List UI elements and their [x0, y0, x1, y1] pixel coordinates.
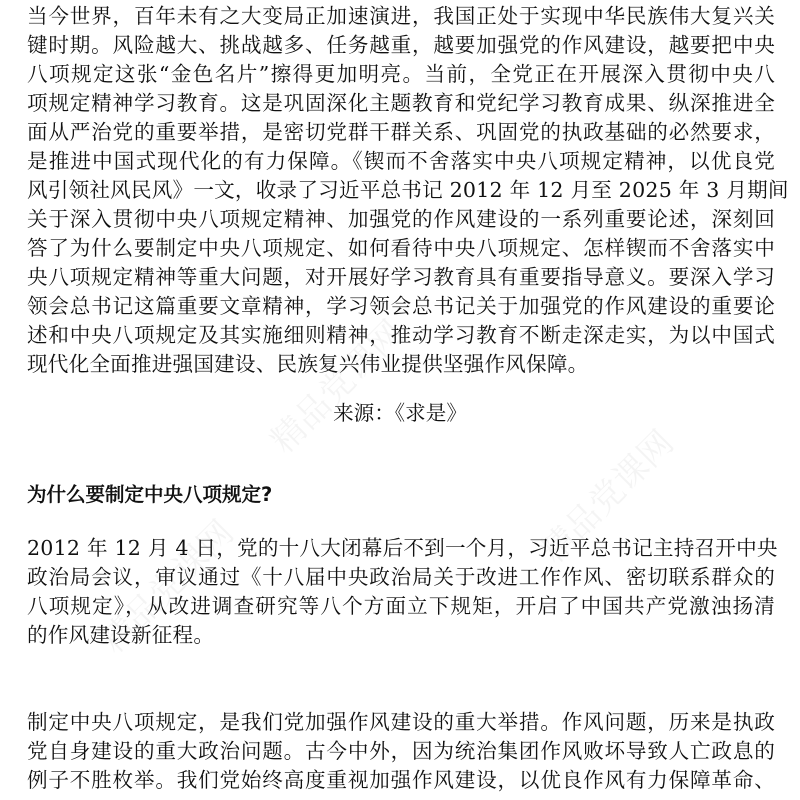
text-line: 政治局会议，审议通过《十八届中央政治局关于改进工作作风、密切联系群众的 [27, 565, 775, 589]
text-line: 项规定精神学习教育。这是巩固深化主题教育和党纪学习教育成果、纵深推进全 [27, 91, 775, 115]
text-line: 领会总书记这篇重要文章精神，学习领会总书记关于加强党的作风建设的重要论 [27, 294, 775, 318]
text-line: 现代化全面推进强国建设、民族复兴伟业提供坚强作风保障。 [27, 352, 589, 376]
text-line: 2012 年 12 月 4 日，党的十八大闭幕后不到一个月，习近平总书记主持召开中央 [27, 536, 778, 560]
text-line: 键时期。风险越大、挑战越多、任务越重，越要加强党的作风建设，越要把中央 [27, 33, 775, 57]
text-line: 关于深入贯彻中央八项规定精神、加强党的作风建设的一系列重要论述，深刻回 [27, 207, 775, 231]
text-line: 例子不胜枚举。我们党始终高度重视加强作风建设，以优良作风有力保障革命、 [27, 768, 775, 792]
paragraph-3 [27, 708, 775, 795]
text-line: 面从严治党的重要举措，是密切党群干群关系、巩固党的执政基础的必然要求， [27, 120, 775, 144]
paragraph-2 [27, 534, 778, 650]
text-line: 的作风建设新征程。 [27, 623, 215, 647]
text-line: 制定中央八项规定，是我们党加强作风建设的重大举措。作风问题，历来是执政 [27, 710, 775, 734]
source-label: 来源：《求是》 [333, 401, 467, 425]
text-line: 风引领社风民风》一文，收录了习近平总书记 2012 年 12 月至 2025 年 3 月期间 [27, 178, 789, 202]
intro-paragraph [27, 2, 789, 379]
text-line: 央八项规定精神等重大问题，对开展好学习教育具有重要指导意义。要深入学习 [27, 265, 775, 289]
text-line: 党自身建设的重大政治问题。古今中外，因为统治集团作风败坏导致人亡政息的 [27, 739, 775, 763]
text-line: 当今世界，百年未有之大变局正加速演进，我国正处于实现中华民族伟大复兴关 [27, 4, 775, 28]
text-line: 是推进中国式现代化的有力保障。《锲而不舍落实中央八项规定精神，以优良党 [27, 149, 775, 173]
text-line: 八项规定》，从改进调查研究等八个方面立下规矩，开启了中国共产党激浊扬清 [27, 594, 775, 618]
text-line: 述和中央八项规定及其实施细则精神，推动学习教育不断走深走实，为以中国式 [27, 323, 775, 347]
section-heading: 为什么要制定中央八项规定? [27, 483, 273, 506]
text-line: 八项规定这张“金色名片”擦得更加明亮。当前，全党正在开展深入贯彻中央八 [27, 62, 775, 86]
text-line: 答了为什么要制定中央八项规定、如何看待中央八项规定、怎样锲而不舍落实中 [27, 236, 775, 260]
